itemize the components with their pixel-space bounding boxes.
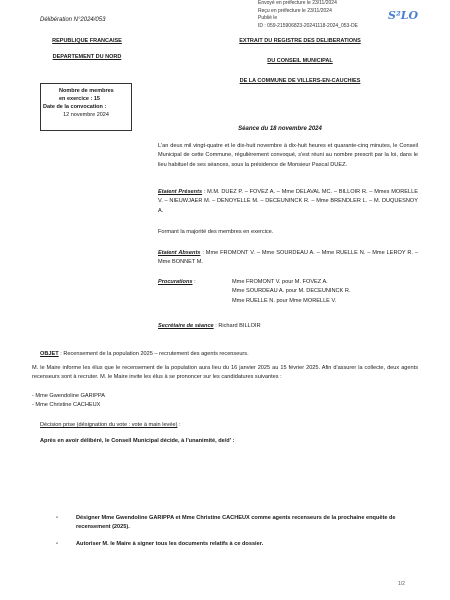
- objet-text: : Recensement de la population 2025 – recrutement des agents recenseurs.: [58, 351, 249, 357]
- procuration-item: Mme RUELLE N. pour Mme MORELLE V.: [232, 297, 337, 304]
- decision-suffix: :: [177, 422, 181, 428]
- seance-date: Séance du 18 novembre 2024: [238, 126, 322, 132]
- right-header: [170, 38, 430, 84]
- absents-paragraph: [158, 249, 418, 268]
- commune-title: DE LA COMMUNE DE VILLERS-EN-CAUCHIES: [239, 78, 361, 84]
- stamp-id: ID : 059-215906823-20241118-2024_053-DE: [258, 22, 358, 29]
- intro-paragraph: L'an deux mil vingt-quatre et le dix-huit novembre à dix-huit heures et quarante-cinq minutes, le Conseil Municipal de cette Commune, régulièrement convoqué, s'est réuni au nombre prescrit par la loi, dans le lieu habituel de ses séances, sous la présidence de Monsieur Pascal DUEZ.: [158, 143, 418, 168]
- secretaire-line: [158, 322, 261, 331]
- convocation-date: 12 novembre 2024: [63, 112, 109, 118]
- objet-label: OBJET: [40, 351, 59, 357]
- stamp-sent: Envoyé en préfecture le 23/11/2024: [258, 0, 337, 6]
- decision-item: [56, 514, 418, 533]
- procuration-item: Mme FROMONT V. pour M. FOVEZ A.: [232, 279, 328, 285]
- presents-label: Etaient Présents: [158, 189, 203, 195]
- presents-paragraph: [158, 188, 418, 216]
- apres-text: Après en avoir délibéré, le Conseil Municipal décide, à l'unanimité, de/d' :: [40, 438, 235, 444]
- majorite-text: Formant la majorité des membres en exercice.: [158, 229, 274, 235]
- decision-item-text: Désigner Mme Gwendoline GARIPPA et Mme Christine CACHEUX comme agents recenseurs de la prochaine enquête de recensement (2025).: [76, 515, 396, 531]
- members-label: Nombre de membres: [59, 88, 114, 94]
- republic-label: REPUBLIQUE FRANCAISE: [52, 38, 122, 44]
- stamp-received: Reçu en préfecture le 23/11/2024: [258, 7, 332, 14]
- dash-bullet: -: [56, 515, 58, 521]
- decision-item: [56, 540, 418, 549]
- presents-list: : M.M. DUEZ P. – FOVEZ A. – Mme DELAVAL MC. – BILLOIR R. – Mmes MORELLE V. – NIEUWJAER M. – DENOYELLE M. – DECEUNINCK R. – Mme BRENDLER L. – M. DUQUESNOY A.: [158, 189, 418, 214]
- members-box: [40, 83, 132, 131]
- candidates-list: [32, 392, 105, 411]
- decision-line: [40, 422, 181, 428]
- procuration-item: Mme SOURDEAU A. pour M. DECEUNINCK R.: [232, 288, 351, 295]
- candidate-item: - Mme Christine CACHEUX: [32, 402, 101, 409]
- departement-label: DEPARTEMENT DU NORD: [52, 54, 122, 60]
- s2lo-logo: S²LO: [388, 9, 419, 22]
- body-paragraph: M. le Maire informe les élus que le recensement de la population aura lieu du 16 janvier 2025 au 15 février 2025. Afin d'assurer la collecte, deux agents recenseurs sont à recruter. M. le Maire invite les élus à se prononcer sur les candidatures suivantes :: [32, 365, 418, 381]
- page-number: 1/2: [398, 581, 405, 587]
- candidate-item: - Mme Gwendoline GARIPPA: [32, 393, 105, 399]
- council-title: DU CONSEIL MUNICIPAL: [267, 58, 333, 64]
- decision-item-text: Autoriser M. le Maire à signer tous les documents relatifs à ce dossier.: [76, 540, 264, 547]
- convocation-label: Date de la convocation :: [43, 104, 107, 110]
- objet-line: [40, 350, 418, 359]
- procurations-label: Procurations: [158, 279, 193, 285]
- procurations-list: [232, 278, 350, 306]
- extract-title: EXTRAIT DU REGISTRE DES DELIBERATIONS: [239, 38, 361, 44]
- absents-list: : Mme FROMONT V. – Mme SOURDEAU A. – Mme RUELLE N. – Mme LEROY R. – Mme BONNET M.: [158, 250, 418, 266]
- deliberation-number: Délibération N°2024/053: [40, 17, 106, 23]
- absents-label: Etaient Absents: [158, 250, 201, 256]
- stamp-published: Publié le: [258, 15, 278, 22]
- members-value: en exercice : 15: [59, 96, 100, 102]
- dash-bullet: -: [56, 540, 58, 547]
- secretaire-label: Secrétaire de séance: [158, 323, 214, 329]
- decision-label: Décision prise (désignation du vote : vote à main levée): [40, 422, 178, 428]
- left-header: [32, 38, 142, 64]
- decision-items: [56, 514, 418, 549]
- procurations-label-wrap: Procurations :: [158, 279, 196, 285]
- secretaire-value: : Richard BILLOIR: [213, 323, 261, 329]
